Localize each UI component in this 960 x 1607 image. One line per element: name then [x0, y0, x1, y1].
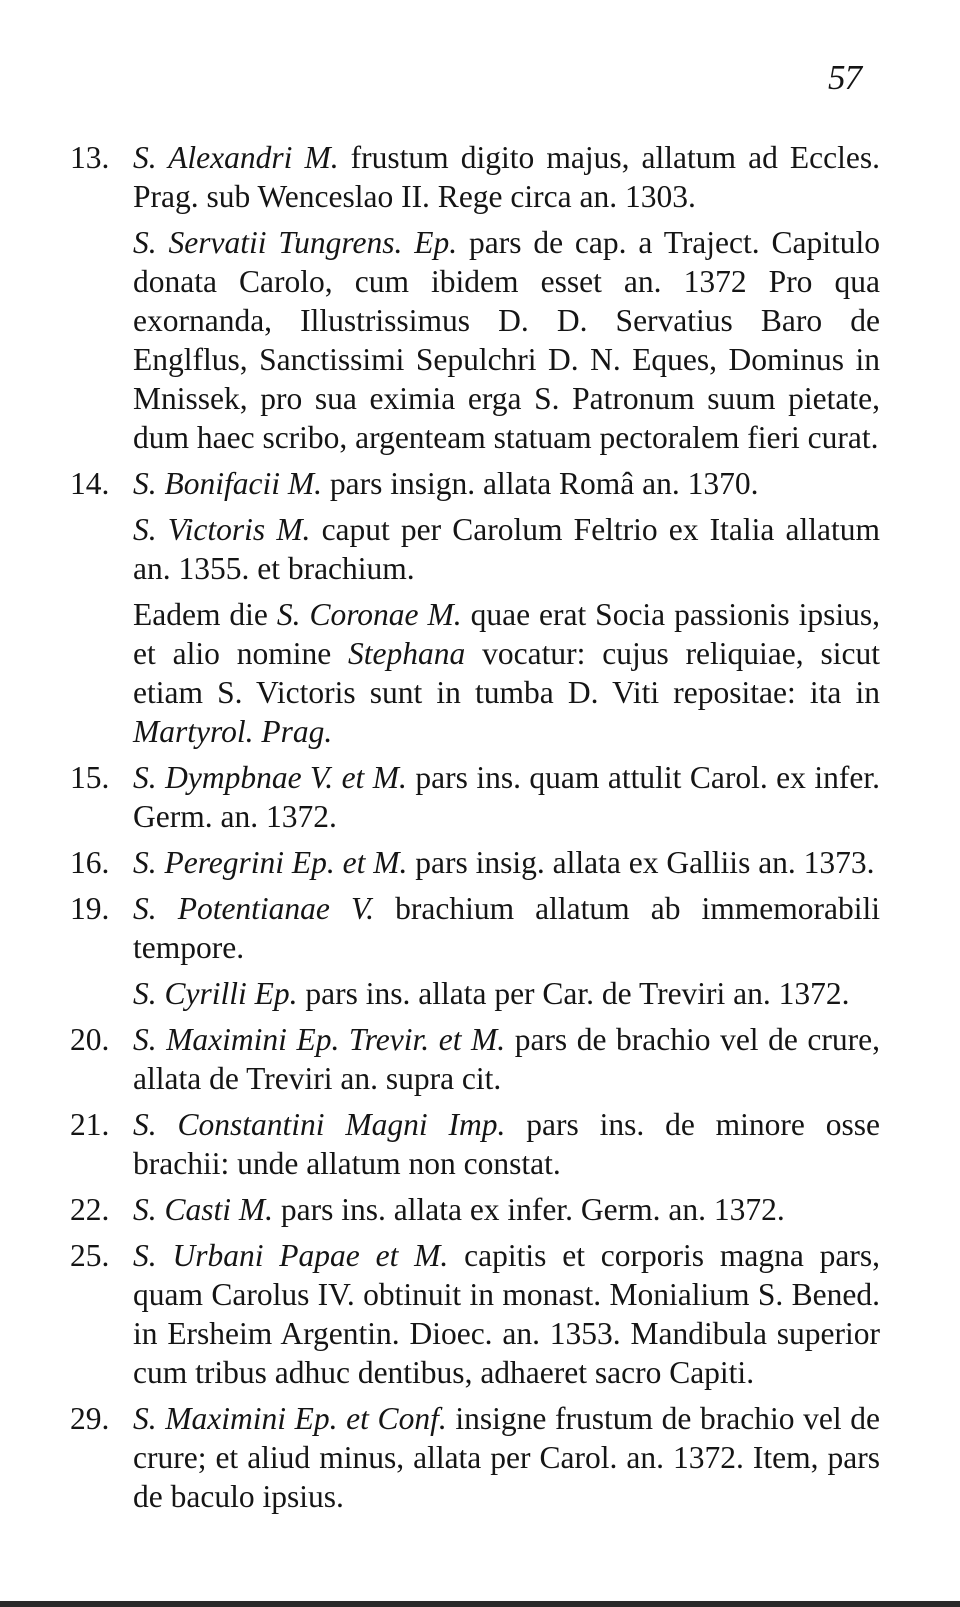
entry-text: pars ins. allata per Car. de Treviri an. 1372. [297, 976, 850, 1011]
entry-text: Eadem die [133, 597, 277, 632]
entry-paragraph [133, 138, 880, 216]
entry-paragraph [133, 758, 880, 836]
entry-paragraph [133, 595, 880, 751]
entry-text: pars de cap. a Traject. Capitulo donata Carolo, cum ibidem esset an. 1372 Pro qua exornanda, Illustrissimus D. D. Servatius Baro de Englflus, Sanctissimi Sepulchri D. N. Eques, Dominus in Mnissek, pro sua eximia erga S. Patronum suum pietate, dum haec scribo, argenteam statuam pectoralem fieri curat. [133, 225, 881, 455]
entry-item [70, 889, 880, 1013]
saint-name: S. Cyrilli Ep. [133, 976, 298, 1011]
entry-item [70, 843, 880, 882]
entry-paragraph [133, 974, 880, 1013]
entry-day-number: 14. [70, 466, 110, 501]
entry-paragraph [133, 889, 880, 967]
entry-item [70, 1190, 880, 1229]
saint-name: S. Maximini Ep. Trevir. et M. [133, 1022, 506, 1057]
entry-item [70, 1236, 880, 1392]
relics-entry-list [70, 138, 880, 1523]
entry-text: pars de brachio vel de crure, allata de Treviri an. supra cit. [133, 1022, 880, 1096]
entry-text: caput per Carolum Feltrio ex Italia allatum an. 1355. et brachium. [133, 512, 880, 586]
entry-text: brachium allatum ab immemorabili tempore. [133, 891, 881, 965]
saint-name: S. Servatii Tungrens. Ep. [133, 225, 458, 260]
entry-day-number: 22. [70, 1192, 110, 1227]
saint-name: S. Peregrini Ep. et M. [133, 845, 408, 880]
saint-name: S. Casti M. [133, 1192, 274, 1227]
entry-day-number: 25. [70, 1238, 110, 1273]
entry-item [70, 464, 880, 751]
entry-text: capitis et corporis magna pars, quam Carolus IV. obtinuit in monast. Monialium S. Bened. in Ersheim Argentin. Dioec. an. 1353. Mandibula superior cum tribus adhuc dentibus, adhaeret sacro Capiti. [133, 1238, 880, 1390]
entry-item [70, 1399, 880, 1516]
entry-text: quae erat Socia passionis ipsius, et alio nomine [133, 597, 880, 671]
entry-paragraph [133, 843, 880, 882]
page-number: 57 [828, 58, 861, 97]
entry-paragraph [133, 464, 880, 503]
entry-day-number: 19. [70, 891, 110, 926]
entry-item [70, 758, 880, 836]
entry-day-number: 15. [70, 760, 110, 795]
entry-paragraph [133, 1020, 880, 1098]
entry-paragraph [133, 223, 880, 457]
saint-name: S. Urbani Papae et M. [133, 1238, 449, 1273]
entry-item [70, 1105, 880, 1183]
saint-name: S. Bonifacii M. [133, 466, 322, 501]
saint-name: S. Alexandri M. [133, 140, 339, 175]
saint-name: S. Potentianae V. [133, 891, 375, 926]
saint-name: S. Coronae M. [276, 597, 462, 632]
entry-paragraph [133, 1190, 880, 1229]
entry-text: pars insig. allata ex Galliis an. 1373. [407, 845, 875, 880]
entry-text: insigne frustum de brachio vel de crure; et aliud minus, allata per Carol. an. 1372. Item, pars de baculo ipsius. [133, 1401, 880, 1514]
entry-day-number: 13. [70, 140, 110, 175]
entry-text: pars ins. quam attulit Carol. ex infer. Germ. an. 1372. [133, 760, 880, 834]
saint-name: Martyrol. Prag. [133, 714, 333, 749]
saint-name: S. Maximini Ep. et Conf. [133, 1401, 447, 1436]
page-bottom-rule [0, 1601, 960, 1607]
entry-paragraph [133, 1236, 880, 1392]
entry-paragraph [133, 510, 880, 588]
entry-day-number: 29. [70, 1401, 110, 1436]
entry-text: pars ins. allata ex infer. Germ. an. 1372. [273, 1192, 785, 1227]
entry-paragraph [133, 1105, 880, 1183]
entry-text: frustum digito majus, allatum ad Eccles. Prag. sub Wenceslao II. Rege circa an. 1303. [133, 140, 881, 214]
entry-text: vocatur: cujus reliquiae, sicut etiam S. Victoris sunt in tumba D. Viti repositae: ita in [133, 636, 880, 710]
entry-day-number: 21. [70, 1107, 110, 1142]
saint-name: S. Victoris M. [133, 512, 311, 547]
saint-name: S. Dympbnae V. et M. [133, 760, 407, 795]
saint-name: Stephana [348, 636, 466, 671]
entry-paragraph [133, 1399, 880, 1516]
saint-name: S. Constantini Magni Imp. [133, 1107, 506, 1142]
entry-day-number: 16. [70, 845, 110, 880]
entry-text: pars insign. allata Româ an. 1370. [321, 466, 759, 501]
entry-item [70, 1020, 880, 1098]
entry-text: pars ins. de minore osse brachii: unde allatum non constat. [133, 1107, 880, 1181]
entry-day-number: 20. [70, 1022, 110, 1057]
entry-item [70, 138, 880, 457]
